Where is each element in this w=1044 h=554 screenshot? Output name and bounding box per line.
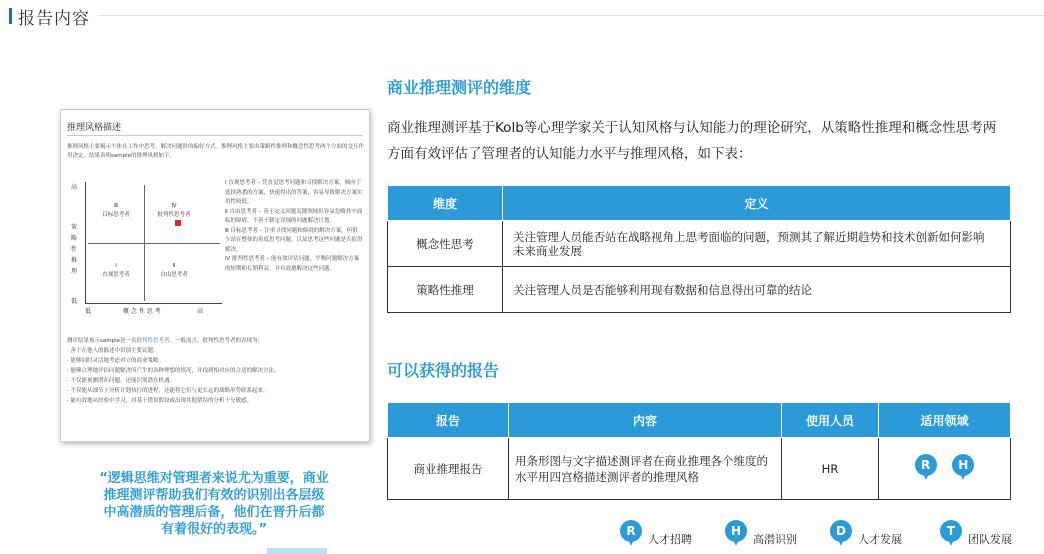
- quadrant-3: Ⅲ 目标思考者: [102, 203, 130, 218]
- section-header: [0, 0, 1044, 32]
- table-cell: 用条形图与文字描述测评者在商业推理各个维度的水平用四宫格描述测评者的推理风格: [509, 438, 782, 500]
- header-accent-bar: [9, 8, 12, 24]
- pin-D-icon: D: [830, 520, 852, 546]
- pin-H-icon: H: [952, 454, 974, 480]
- pin-H-icon: H: [725, 520, 747, 546]
- table-cell: 关注管理人员能否站在战略视角上思考面临的问题，预测其了解近期趋势和技术创新如何影响未来商业发展: [503, 221, 1011, 267]
- column-header: 适用领域: [879, 403, 1011, 438]
- pin-T-icon: T: [940, 520, 962, 546]
- section-title-reports: 可以获得的报告: [387, 361, 500, 380]
- column-header: 报告: [388, 403, 509, 438]
- page-title: 报告内容: [18, 9, 90, 29]
- table-row: [388, 267, 1011, 313]
- pin-R-icon: R: [620, 520, 642, 546]
- reports-table: [387, 402, 1011, 500]
- quadrant-4: Ⅳ 批判性思考者: [157, 203, 191, 218]
- x-axis-high: 高: [197, 308, 204, 315]
- header-divider: [98, 15, 1044, 16]
- table-cell: HR: [782, 438, 879, 500]
- column-header: 内容: [509, 403, 782, 438]
- section-paragraph: 商业推理测评基于Kolb等心理学家关于认知风格与认知能力的理论研究，从策略性推理和概念性思考两方面有效评估了管理者的认知能力水平与推理风格，如下表：: [387, 120, 997, 162]
- testimonial-quote: “逻辑思维对管理者来说尤为重要，商业推理测评帮助我们有效的识别出各层级中高潜质的管理后备，他们在晋升后都有着很好的表现。”: [99, 471, 329, 537]
- result-summary: 测评结果预示sample是一名批判性思考者。一般而言，批判性思考者的表现为： · 善于在他人的陈述中识别主要议题。 · 能够同时灵活地考虑对立的商业策略。 · 能够合理地评估问题解决所产生的各种理想的情况，并找到相对应的合适的解决方法。 · 不仅能预测潜在问题，还能识别潜在机遇。 · 不仅能从细节上分析计划执行的进程，还能将它们与更长远的战略形势联系起来。 · 能有效地从经验中学习，对基于错误假设或出现其他错误的分析十分敏感。: [67, 338, 280, 404]
- report-title: 推理风格描述: [67, 123, 122, 133]
- y-axis-low: 低: [71, 298, 78, 305]
- report-divider: [67, 135, 363, 136]
- x-axis-label: 概 念 性 思 考: [123, 308, 161, 315]
- table-row: [388, 438, 1011, 500]
- section-title-dimensions: 商业推理测评的维度: [387, 78, 532, 97]
- column-header: 使用人员: [782, 403, 879, 438]
- dimensions-table: [387, 185, 1011, 313]
- pin-R-icon: R: [915, 454, 937, 480]
- quote-attribution-cropped: [267, 548, 327, 554]
- table-cell: 策略性推理: [388, 267, 503, 313]
- table-cell: 关注管理人员是否能够利用现有数据和信息得出可靠的结论: [503, 267, 1011, 313]
- quadrant-1: Ⅰ 直观思考者: [102, 263, 130, 278]
- column-header: 维度: [388, 186, 503, 221]
- quadrant-2: Ⅱ 自由思考者: [160, 263, 188, 278]
- reasoning-style-grid: [85, 182, 222, 304]
- sample-report-preview: [60, 109, 370, 442]
- column-header: 定义: [503, 186, 1011, 221]
- table-cell: 概念性思考: [388, 221, 503, 267]
- table-cell: 商业推理报告: [388, 438, 509, 500]
- report-intro: 推理风格主要揭示个体在工作中思考、解决问题时的偏好方式。推理风格主要由策略性推理和概念性思考两个方面的交互作用决定。结果表明sample的推理风格如下。: [67, 144, 365, 159]
- style-descriptions: Ⅰ 直观思考者 – 凭直觉思考问题和寻找解决方案，倾向于选择熟悉的方案，快速得出的答案，容易导致解决方案实用性较低。 Ⅱ 自由思考者 – 善于定义问题关键领域但容易忽略其中面临的障碍，不善于制定详细的问题解决计划。 Ⅲ 目标思考者 – 注重寻找问题和障碍的解决方案，但很少站在整体的角度思考问题，以及思考这些问题是否值得解决。 Ⅳ 批判性思考者 – 能有效评估问题，平衡问题解决方案的短期和长期利益，并有效地解决这些问题。: [225, 180, 363, 272]
- applicable-areas-cell: [879, 438, 1011, 500]
- x-axis-low: 低: [85, 308, 92, 315]
- y-axis-high: 高: [71, 184, 78, 191]
- y-axis-label: 策 略 性 推 理: [71, 224, 78, 275]
- result-marker: [175, 220, 181, 226]
- table-row: [388, 221, 1011, 267]
